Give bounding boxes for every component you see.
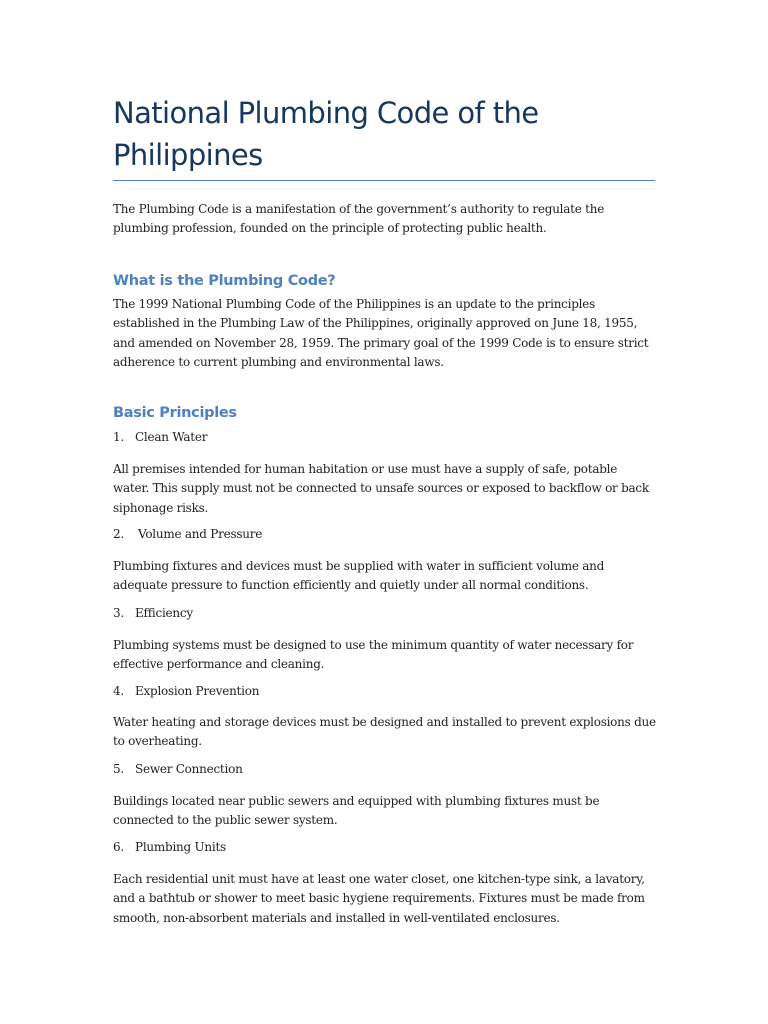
principle-label: Efficiency	[135, 606, 193, 620]
principle-label: Plumbing Units	[135, 840, 226, 854]
principle-item	[113, 428, 207, 447]
principle-label: Clean Water	[135, 430, 208, 444]
principle-item	[113, 525, 262, 544]
principle-label: Sewer Connection	[135, 762, 243, 776]
principle-description: Buildings located near public sewers and equipped with plumbing fixtures must be connected to the public sewer system.	[113, 794, 600, 828]
principle-number: 6.	[113, 840, 124, 854]
section-body-what-is: The 1999 National Plumbing Code of the Philippines is an update to the principles established in the Plumbing Law of the Philippines, originally approved on June 18, 1955, and amended on November 28, 1959. The primary goal of the 1999 Code is to ensure strict adherence to current plumbing and environmental laws.	[113, 297, 649, 370]
principle-item	[113, 838, 226, 857]
principle-label: Volume and Pressure	[138, 527, 263, 541]
title-divider	[113, 180, 655, 181]
principle-description: Water heating and storage devices must be designed and installed to prevent explosions due to overheating.	[113, 715, 656, 749]
principle-item	[113, 604, 193, 623]
page-title: National Plumbing Code of the Philippines	[113, 96, 539, 172]
principle-description: Each residential unit must have at least one water closet, one kitchen-type sink, a lavatory, and a bathtub or shower to meet basic hygiene requirements. Fixtures must be made from smooth, non-absorbent materials and installed in well-ventilated enclosures.	[113, 872, 645, 925]
principle-description: Plumbing fixtures and devices must be supplied with water in sufficient volume and adequate pressure to function efficiently and quietly under all normal conditions.	[113, 559, 605, 593]
intro-paragraph: The Plumbing Code is a manifestation of the government’s authority to regulate the plumbing profession, founded on the principle of protecting public health.	[113, 202, 605, 236]
principle-number: 4.	[113, 684, 124, 698]
section-heading-what-is: What is the Plumbing Code?	[113, 273, 336, 289]
principle-number: 1.	[113, 430, 124, 444]
section-heading-basic-principles: Basic Principles	[113, 405, 237, 421]
principle-number: 3.	[113, 606, 124, 620]
principle-item	[113, 760, 243, 779]
principle-label: Explosion Prevention	[135, 684, 260, 698]
principle-number: 2.	[113, 527, 124, 541]
principle-number: 5.	[113, 762, 124, 776]
principle-description: Plumbing systems must be designed to use the minimum quantity of water necessary for effective performance and cleaning.	[113, 638, 634, 672]
principle-item	[113, 682, 259, 701]
principle-description: All premises intended for human habitation or use must have a supply of safe, potable water. This supply must not be connected to unsafe sources or exposed to backflow or back siphonage risks.	[113, 462, 649, 515]
